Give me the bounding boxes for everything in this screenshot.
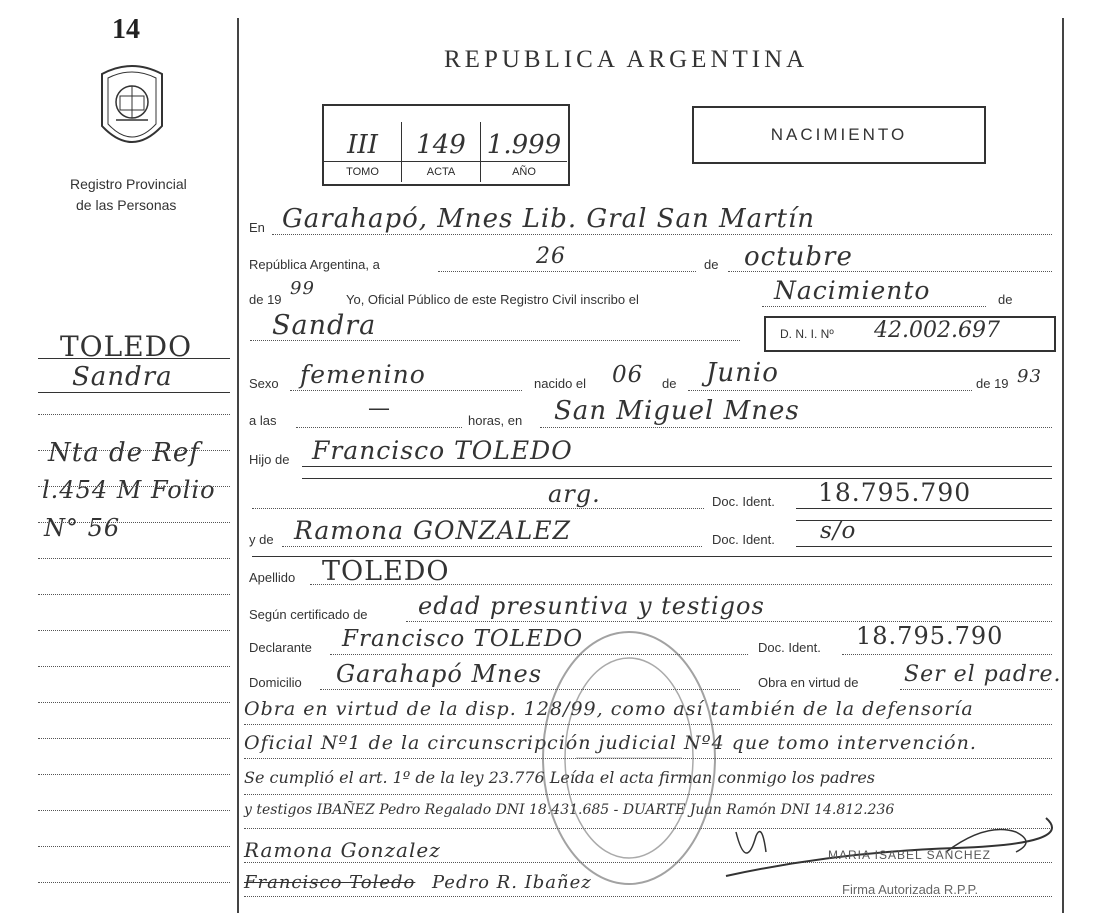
- line-father-doc: [796, 508, 1052, 509]
- field-mother-doc: s/o: [820, 518, 857, 544]
- field-birth-year: 93: [1017, 366, 1042, 387]
- line-birth-place: [540, 427, 1052, 428]
- margin-dotted-line: [38, 558, 230, 559]
- margin-dotted-line: [38, 738, 230, 739]
- signature-mother: Ramona Gonzalez: [244, 838, 441, 862]
- label-de-19: de 19: [249, 292, 282, 307]
- signature-father: Francisco Toledo: [244, 872, 416, 893]
- line-sex: [290, 390, 522, 391]
- acta-label: ACTA: [402, 161, 480, 182]
- country-title: REPUBLICA ARGENTINA: [444, 46, 809, 73]
- margin-dotted-line: [38, 882, 230, 883]
- margin-dotted-line: [38, 594, 230, 595]
- field-declarant: Francisco TOLEDO: [342, 626, 584, 652]
- label-domicilio: Domicilio: [249, 675, 302, 690]
- record-type-label: NACIMIENTO: [770, 125, 908, 144]
- label-en: En: [249, 220, 265, 235]
- tomo-cell: [324, 122, 402, 182]
- field-month: octubre: [744, 242, 853, 272]
- margin-note-line2: l.454 M Folio: [42, 476, 216, 504]
- authorized-signature-label: Firma Autorizada R.P.P.: [842, 882, 979, 897]
- note-line-1: Obra en virtud de la disp. 128/99, como así también de la defensoría: [244, 698, 974, 720]
- field-mother: Ramona GONZALEZ: [294, 516, 571, 545]
- field-name: Sandra: [272, 310, 377, 341]
- margin-dotted-line: [38, 774, 230, 775]
- label-yo-oficial: Yo, Oficial Público de este Registro Civil inscribo el: [346, 292, 639, 307]
- ano-label: AÑO: [481, 161, 567, 182]
- label-republica: República Argentina, a: [249, 257, 380, 272]
- label-doc-ident: Doc. Ident.: [712, 494, 775, 509]
- note-line-3: Se cumplió el art. 1º de la ley 23.776 Leída el acta firman conmigo los padres: [244, 768, 875, 787]
- margin-dotted-line: [38, 522, 230, 523]
- margin-given-name-line: [38, 392, 230, 393]
- label-declarante: Declarante: [249, 640, 312, 655]
- label-apellido: Apellido: [249, 570, 296, 585]
- left-column-rule: [237, 18, 239, 913]
- line-hours: [296, 427, 462, 428]
- provincial-seal-emblem: [96, 62, 168, 154]
- field-birth-month: Junio: [706, 358, 779, 388]
- field-capacity: Ser el padre.: [904, 662, 1062, 687]
- label-doc-ident3: Doc. Ident.: [758, 640, 821, 655]
- label-de-19-b: de 19: [976, 376, 1009, 391]
- field-certificate: edad presuntiva y testigos: [418, 592, 765, 620]
- signature-witness: Pedro R. Ibañez: [432, 872, 592, 893]
- field-hours: —: [368, 396, 391, 421]
- dni-box: [764, 316, 1056, 352]
- field-father-nat: arg.: [548, 480, 601, 508]
- ano-cell: [481, 122, 567, 182]
- line-birth-month: [688, 390, 972, 391]
- registry-name-line1: Registro Provincial: [70, 176, 187, 192]
- margin-surname-line: [38, 358, 230, 359]
- official-stamp: [536, 626, 722, 890]
- label-hijo: Hijo de: [249, 452, 290, 467]
- note-line-4: y testigos IBAÑEZ Pedro Regalado DNI 18.431.685 - DUARTE Juan Ramón DNI 14.812.236: [244, 802, 895, 818]
- line-mother-doc: [796, 546, 1052, 547]
- acta-value: 149: [416, 130, 466, 160]
- field-place: Garahapó, Mnes Lib. Gral San Martín: [282, 204, 816, 234]
- label-de-end: de: [998, 292, 1013, 307]
- field-day: 26: [536, 244, 566, 269]
- field-declarant-doc: 18.795.790: [856, 622, 1004, 650]
- field-birth-place: San Miguel Mnes: [554, 396, 800, 426]
- line-act-kind: [762, 306, 986, 307]
- record-type-box: [692, 106, 986, 164]
- label-de: de: [704, 257, 719, 272]
- right-edge-rule: [1062, 18, 1064, 913]
- margin-dotted-line: [38, 702, 230, 703]
- label-nacido: nacido el: [534, 376, 587, 391]
- margin-dotted-line: [38, 846, 230, 847]
- label-horas-en: horas, en: [468, 413, 523, 428]
- field-surname: TOLEDO: [322, 556, 450, 587]
- margin-note-line3: N° 56: [44, 514, 121, 542]
- field-year-suffix: 99: [290, 278, 315, 299]
- margin-dotted-line: [38, 486, 230, 487]
- registry-name-line2: de las Personas: [76, 197, 177, 213]
- line-capacity: [900, 689, 1052, 690]
- margin-dotted-line: [38, 414, 230, 415]
- note-line-2: Oficial Nº1 de la circunscripción judicial Nº4 que tomo intervención.: [244, 732, 977, 754]
- label-obra: Obra en virtud de: [758, 675, 859, 690]
- official-name: MARIA ISABEL SANCHEZ: [828, 848, 991, 862]
- dni-value: 42.002.697: [874, 318, 1000, 343]
- field-father-doc: 18.795.790: [818, 478, 972, 507]
- line-place: [272, 234, 1052, 235]
- line-father: [302, 466, 1052, 467]
- line-day: [438, 271, 696, 272]
- margin-surname: TOLEDO: [60, 330, 193, 363]
- margin-note-line1: Nta de Ref: [48, 438, 200, 468]
- label-y-de: y de: [249, 532, 274, 547]
- field-domicile: Garahapó Mnes: [336, 660, 543, 688]
- label-segun: Según certificado de: [249, 607, 368, 622]
- line-mother: [282, 546, 702, 547]
- tomo-value: III: [347, 130, 378, 160]
- label-a-las: a las: [249, 413, 277, 428]
- margin-dotted-line: [38, 450, 230, 451]
- label-de2: de: [662, 376, 677, 391]
- label-doc-ident2: Doc. Ident.: [712, 532, 775, 547]
- acta-cell: [402, 122, 481, 182]
- margin-dotted-line: [38, 666, 230, 667]
- field-act-kind: Nacimiento: [774, 276, 931, 305]
- line-declarant-doc: [842, 654, 1052, 655]
- field-father: Francisco TOLEDO: [312, 436, 573, 465]
- line-father-nat: [252, 508, 704, 509]
- margin-dotted-line: [38, 630, 230, 631]
- official-signature-flourish: [716, 812, 1056, 882]
- margin-dotted-line: [38, 810, 230, 811]
- field-birth-day: 06: [612, 362, 644, 388]
- dni-label: D. N. I. Nº: [780, 327, 834, 341]
- ano-value: 1.999: [486, 130, 562, 160]
- record-id-box: [322, 104, 570, 186]
- margin-given-name: Sandra: [72, 362, 173, 392]
- field-sex: femenino: [300, 360, 426, 389]
- page-number: 14: [112, 14, 140, 45]
- tomo-label: TOMO: [324, 161, 401, 182]
- label-sexo: Sexo: [249, 376, 279, 391]
